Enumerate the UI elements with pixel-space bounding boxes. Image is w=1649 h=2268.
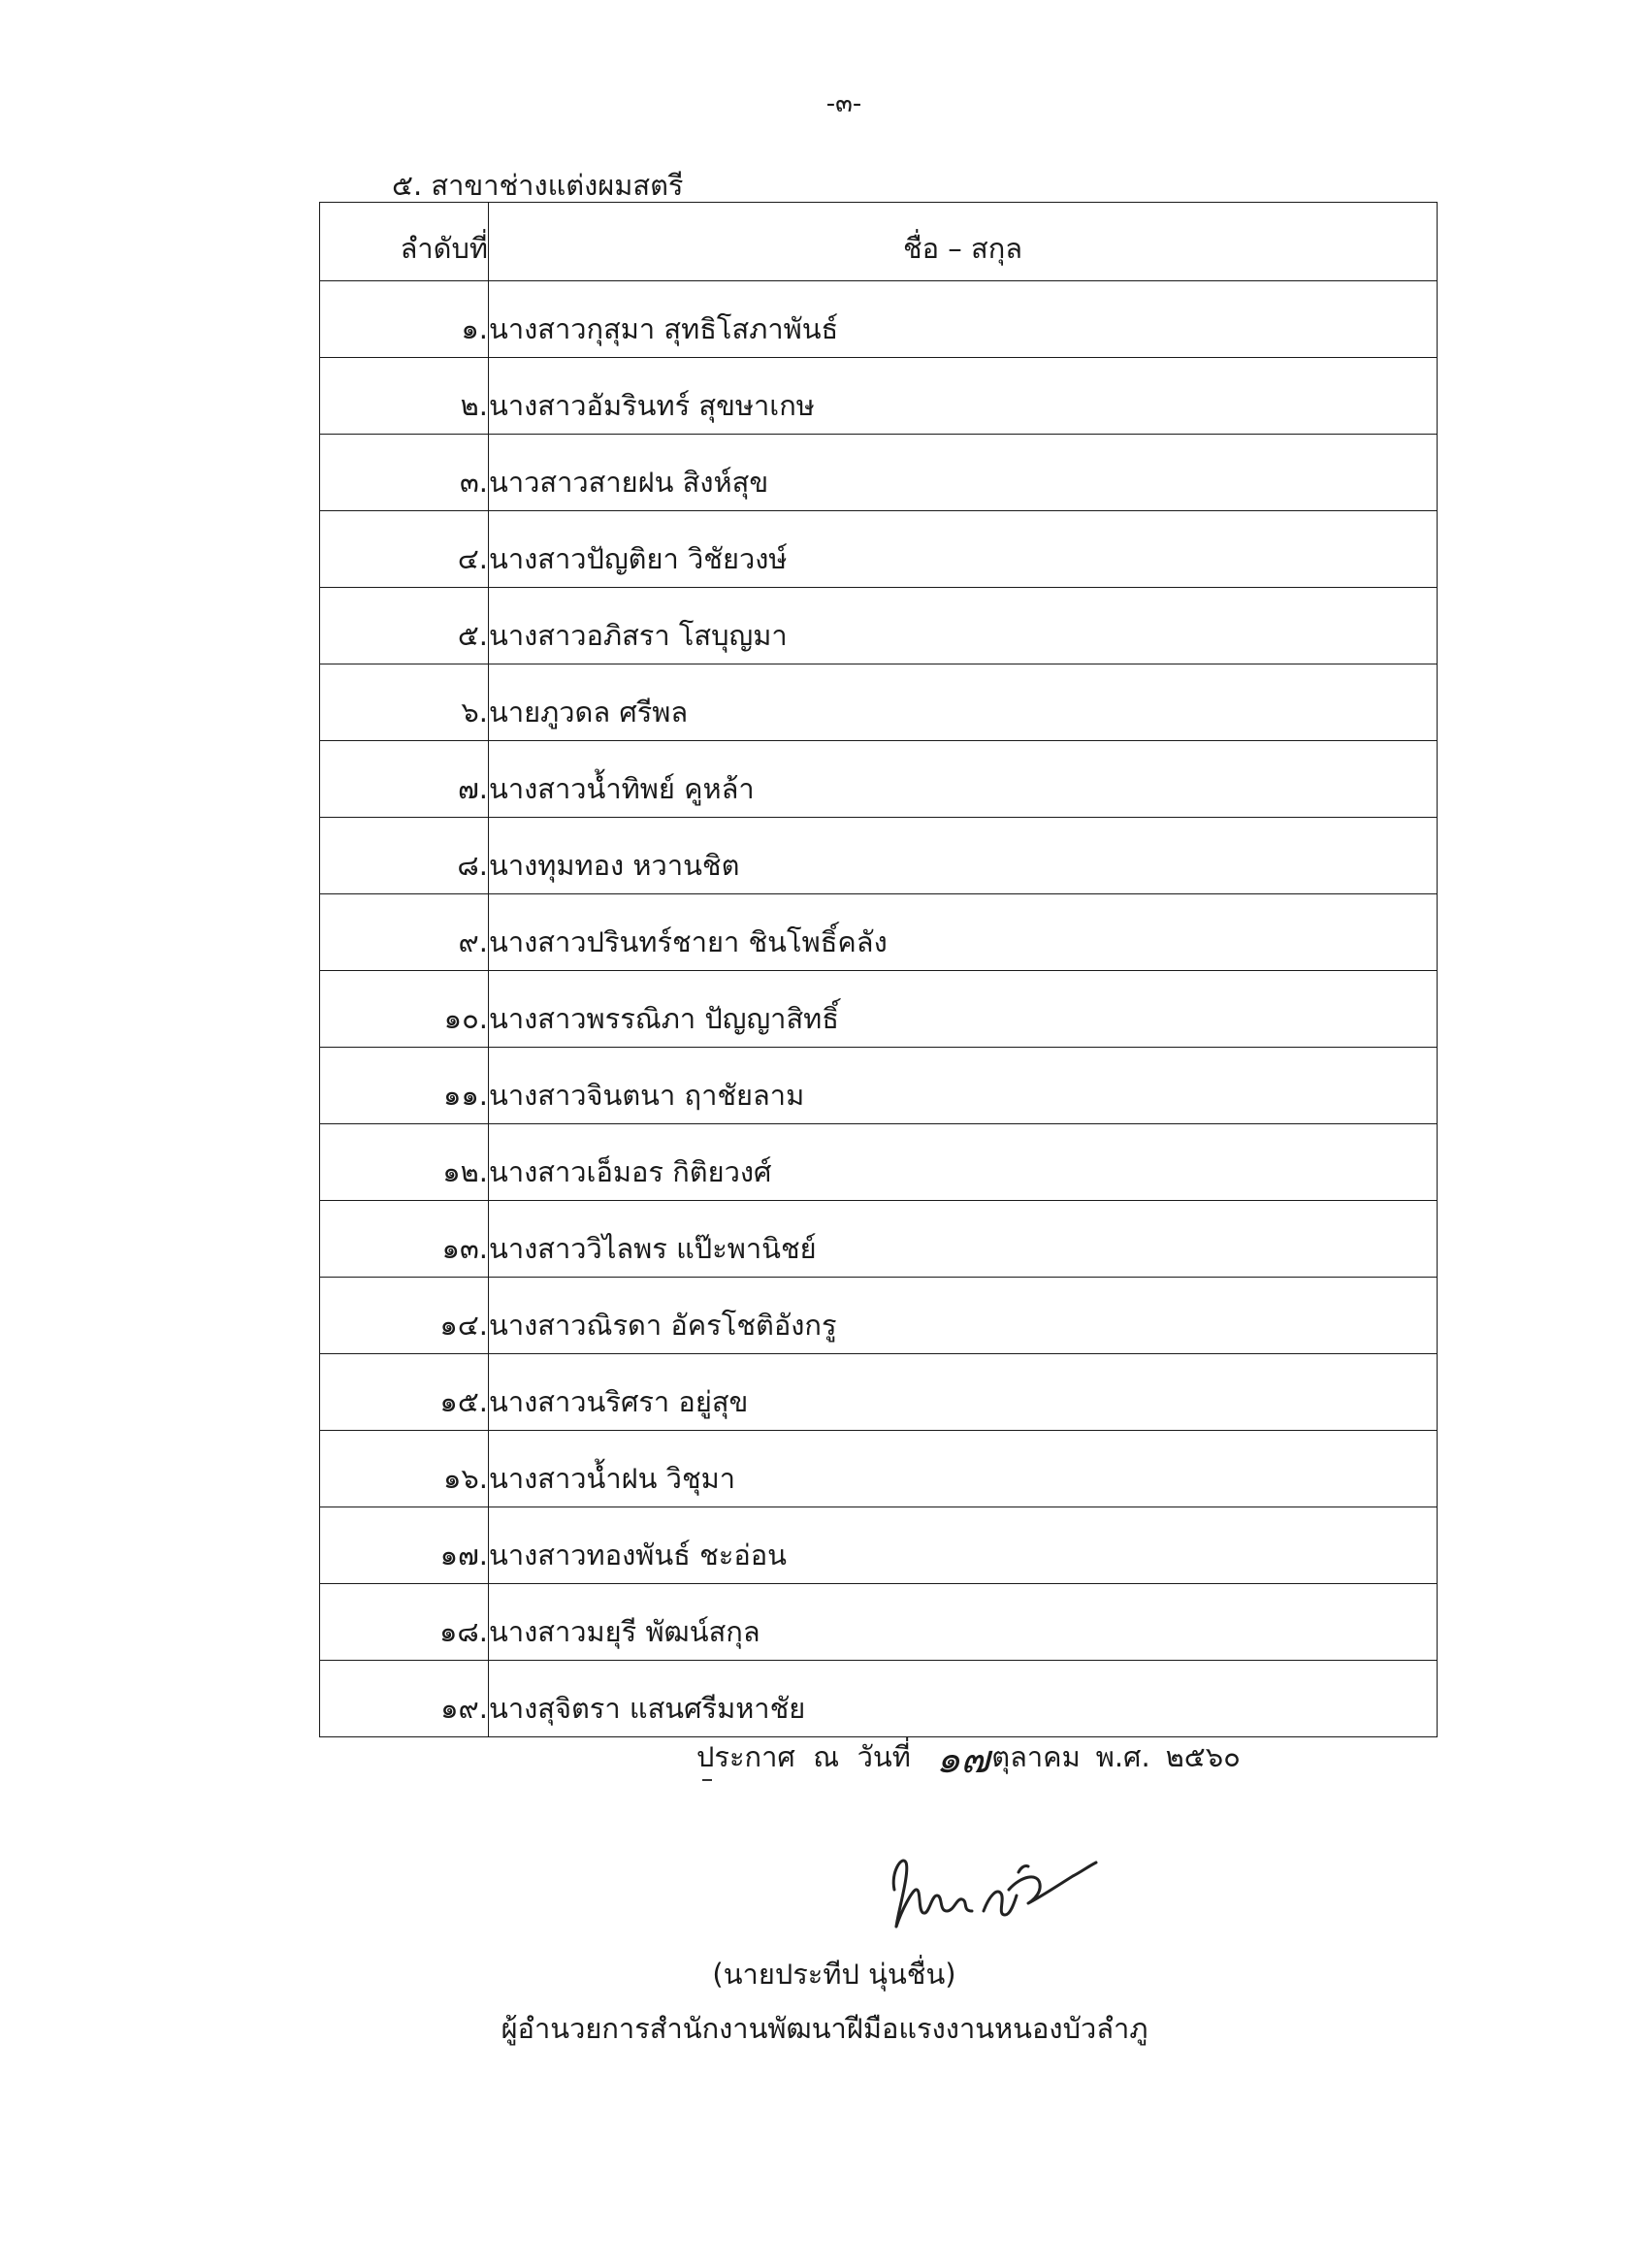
name-cell: นางสาวพรรณิภา ปัญญาสิทธิ์: [489, 971, 1438, 1048]
order-cell: ๑๕.: [320, 1354, 489, 1431]
table-header-row: [320, 203, 1438, 281]
announcement-line: [696, 1734, 1241, 1782]
name-cell: นางสาวกุสุมา สุทธิโสภาพันธ์: [489, 281, 1438, 358]
order-cell: ๓.: [320, 435, 489, 511]
stray-dash-mark: [702, 1779, 712, 1781]
order-cell: ๔.: [320, 511, 489, 588]
table-row: [320, 1048, 1438, 1124]
name-cell: นางทุมทอง หวานชิต: [489, 818, 1438, 894]
table-row: [320, 1354, 1438, 1431]
name-cell: นางสุจิตรา แสนศรีมหาชัย: [489, 1661, 1438, 1737]
order-cell: ๖.: [320, 664, 489, 741]
table-row: [320, 511, 1438, 588]
name-cell: นางสาวมยุรี พัฒน์สกุล: [489, 1584, 1438, 1661]
table-row: [320, 894, 1438, 971]
name-cell: นางสาวปัญติยา วิชัยวงษ์: [489, 511, 1438, 588]
name-cell: นางสาวน้ำฝน วิชุมา: [489, 1431, 1438, 1507]
name-cell: นางสาวนริศรา อยู่สุข: [489, 1354, 1438, 1431]
table-row: [320, 435, 1438, 511]
table-row: [320, 1507, 1438, 1584]
order-cell: ๑๔.: [320, 1278, 489, 1354]
handwritten-signature: [873, 1833, 1106, 1940]
order-cell: ๑๗.: [320, 1507, 489, 1584]
name-cell: นางสาวปรินทร์ชายา ชินโพธิ์คลัง: [489, 894, 1438, 971]
order-cell: ๑๑.: [320, 1048, 489, 1124]
table-row: [320, 1201, 1438, 1278]
table-row: [320, 281, 1438, 358]
section-heading: ๕. สาขาช่างแต่งผมสตรี: [392, 169, 684, 202]
signer-name: (นายประทีป นุ่นชื่น): [712, 1958, 956, 1991]
name-cell: นางสาวอัมรินทร์ สุขษาเกษ: [489, 358, 1438, 435]
order-column-header: ลำดับที่: [320, 203, 489, 281]
name-cell: นางสาวจินตนา ฤาชัยลาม: [489, 1048, 1438, 1124]
name-cell: นางสาวเอ็มอร กิติยวงศ์: [489, 1124, 1438, 1201]
order-cell: ๒.: [320, 358, 489, 435]
name-column-header: ชื่อ – สกุล: [489, 203, 1438, 281]
announcement-prefix: ประกาศ ณ วันที่: [696, 1740, 911, 1773]
name-cell: นางสาวน้ำทิพย์ คูหล้า: [489, 741, 1438, 818]
table-row: [320, 741, 1438, 818]
order-cell: ๑๒.: [320, 1124, 489, 1201]
table-row: [320, 1431, 1438, 1507]
order-cell: ๑๘.: [320, 1584, 489, 1661]
announcement-year-label: พ.ศ.: [1095, 1740, 1150, 1773]
table-row: [320, 358, 1438, 435]
order-cell: ๑๙.: [320, 1661, 489, 1737]
page-number: -๓-: [825, 89, 862, 118]
order-cell: ๑๓.: [320, 1201, 489, 1278]
order-cell: ๙.: [320, 894, 489, 971]
table-row: [320, 971, 1438, 1048]
announcement-year: ๒๕๖๐: [1165, 1740, 1241, 1773]
table-row: [320, 818, 1438, 894]
table-body: [320, 281, 1438, 1737]
name-cell: นางสาวณิรดา อัครโชติอังกรู: [489, 1278, 1438, 1354]
announcement-month: ตุลาคม: [991, 1740, 1081, 1773]
order-cell: ๑๐.: [320, 971, 489, 1048]
name-list-table: [319, 202, 1438, 1737]
table-row: [320, 664, 1438, 741]
announcement-day: ๑๗: [935, 1737, 990, 1782]
signer-title: ผู้อำนวยการสำนักงานพัฒนาฝีมือแรงงานหนองบัวลำภู: [501, 2012, 1148, 2045]
order-cell: ๕.: [320, 588, 489, 664]
name-cell: นางสาวทองพันธ์ ชะอ่อน: [489, 1507, 1438, 1584]
table-row: [320, 1124, 1438, 1201]
name-cell: นายภูวดล ศรีพล: [489, 664, 1438, 741]
order-cell: ๑๖.: [320, 1431, 489, 1507]
name-cell: นางสาวอภิสรา โสบุญมา: [489, 588, 1438, 664]
order-cell: ๑.: [320, 281, 489, 358]
table-row: [320, 588, 1438, 664]
name-cell: นาวสาวสายฝน สิงห์สุข: [489, 435, 1438, 511]
table-row: [320, 1661, 1438, 1737]
table-row: [320, 1278, 1438, 1354]
order-cell: ๗.: [320, 741, 489, 818]
name-cell: นางสาววิไลพร แป๊ะพานิชย์: [489, 1201, 1438, 1278]
order-cell: ๘.: [320, 818, 489, 894]
table-row: [320, 1584, 1438, 1661]
